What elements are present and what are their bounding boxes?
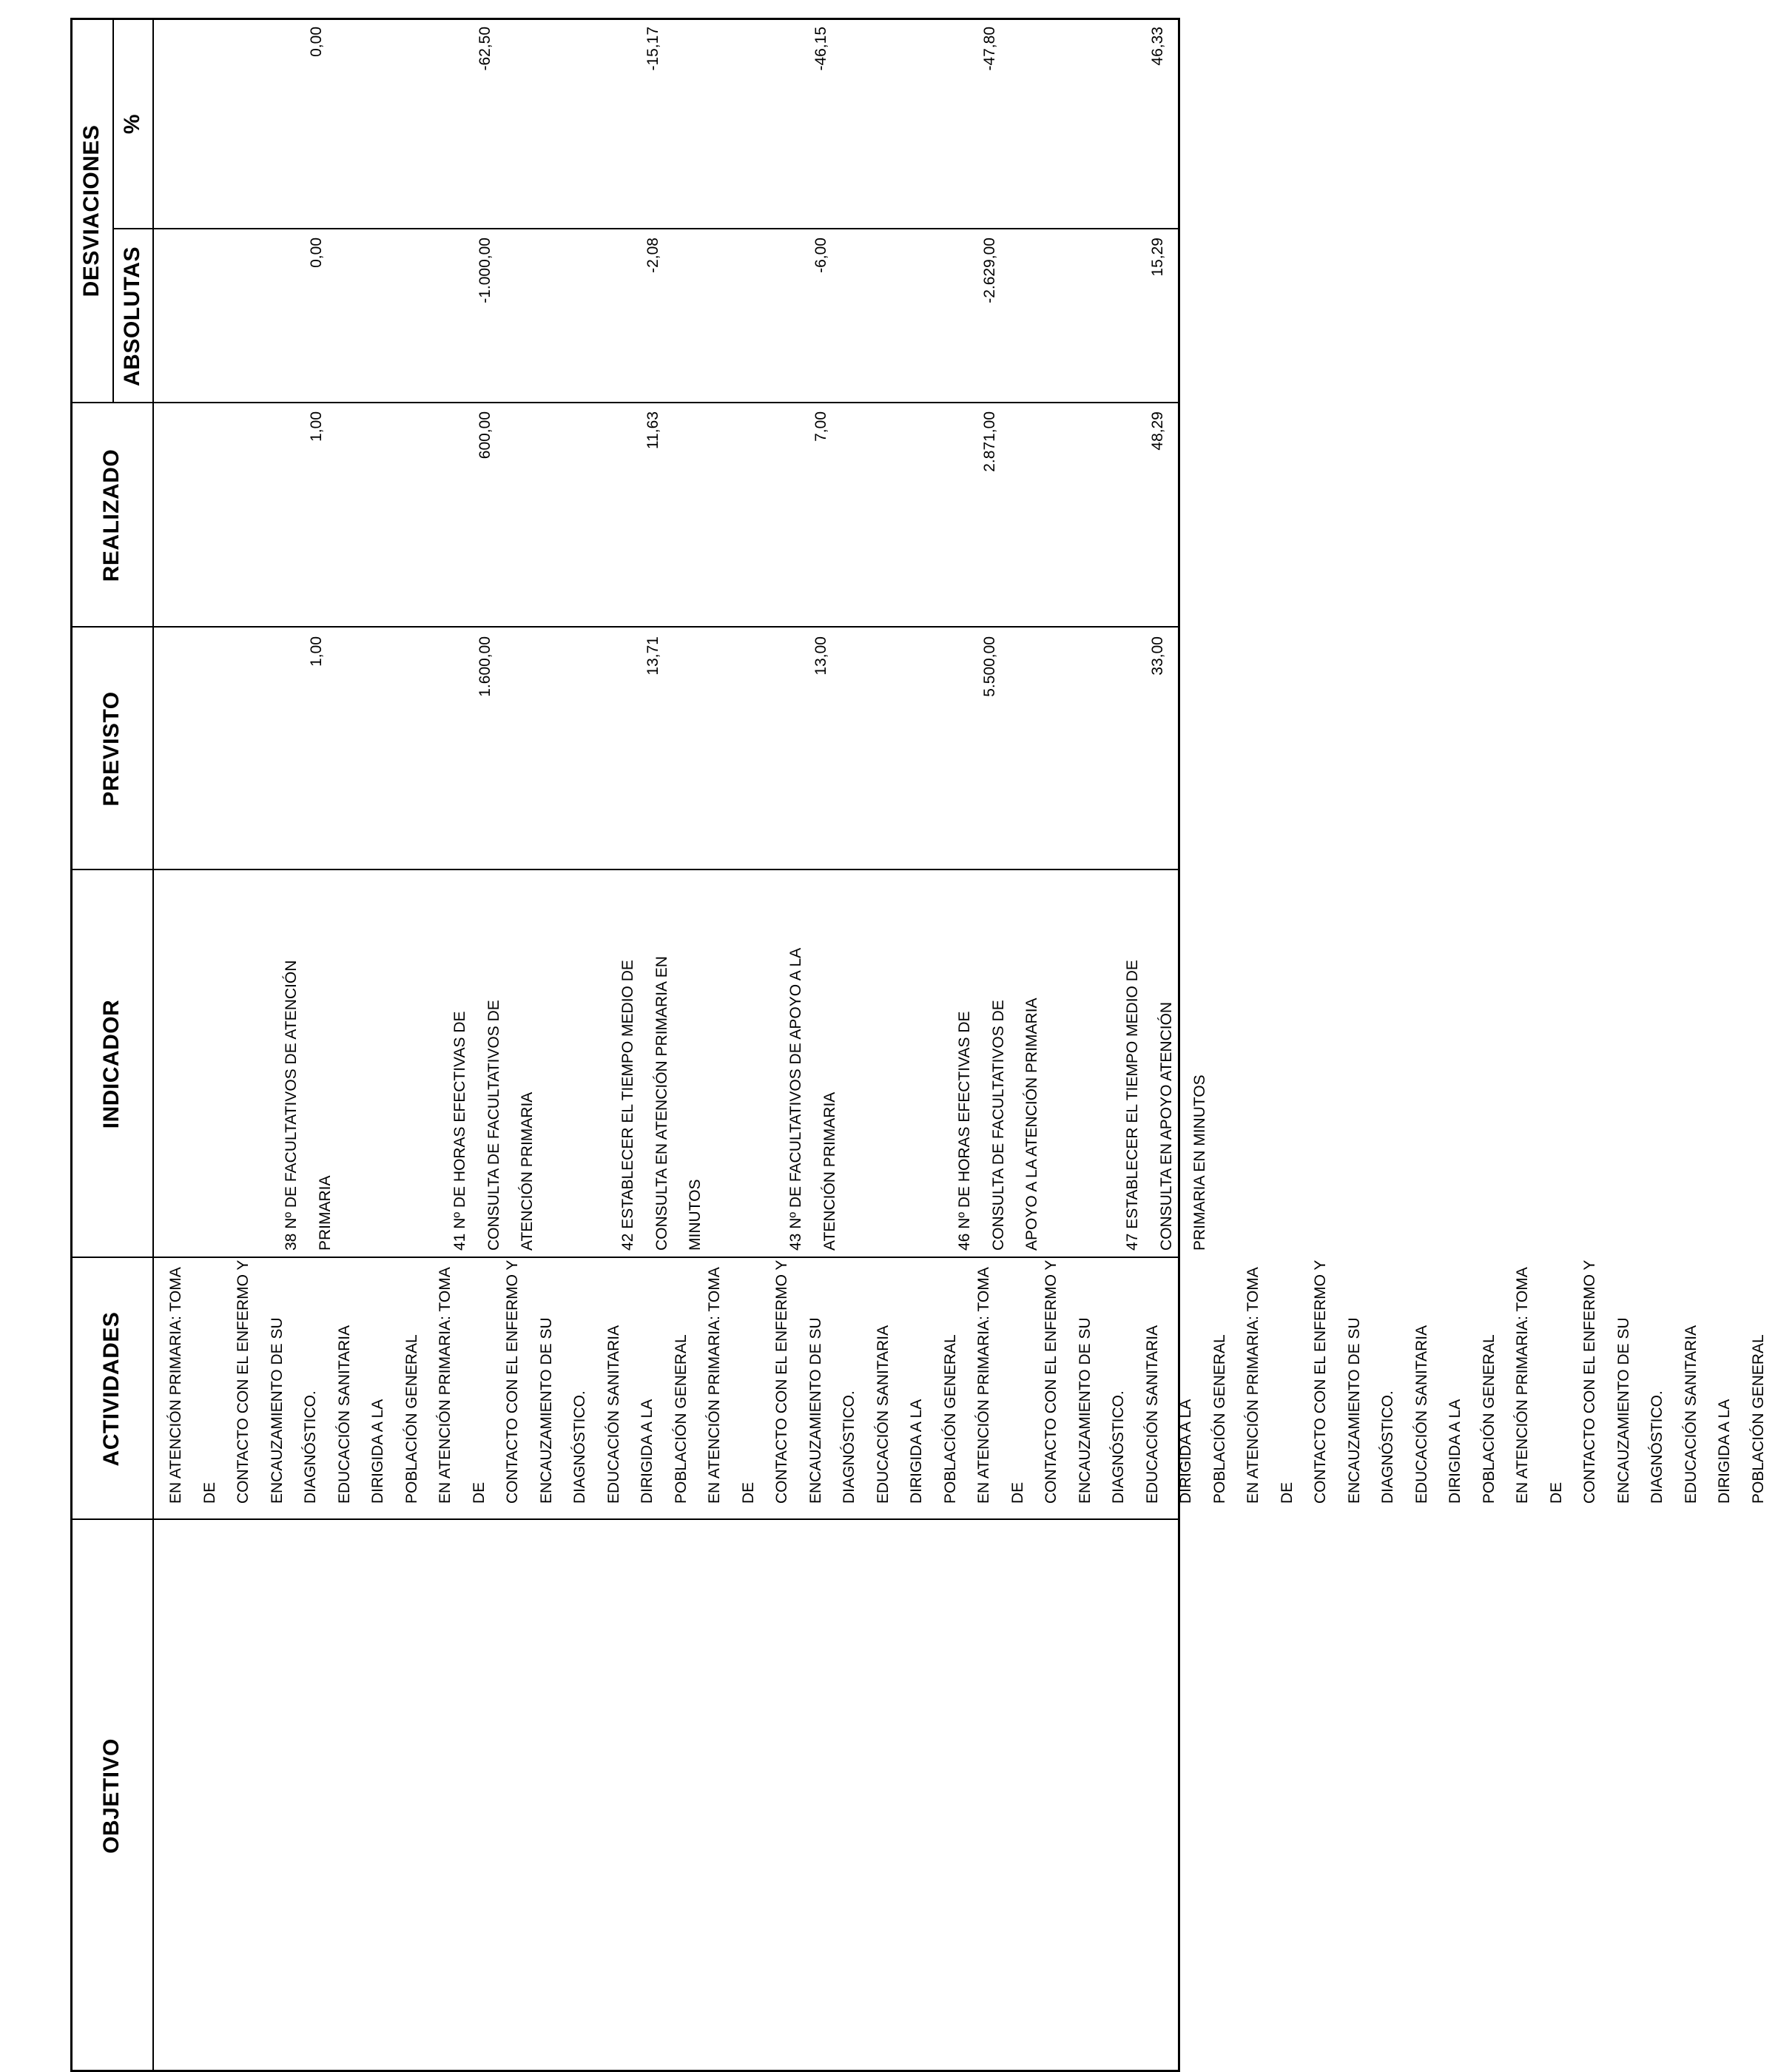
col-sep-previsto <box>70 626 1180 628</box>
indicador-row-6: 47 ESTABLECER EL TIEMPO MEDIO DE CONSULTA EN APOYO ATENCIÓN PRIMARIA EN MINUTOS <box>1124 960 1208 1251</box>
header-absolutas: ABSOLUTAS <box>120 246 144 386</box>
rotated-report-page <box>70 18 1767 2072</box>
indicador-row-5: 46 Nº DE HORAS EFECTIVAS DE CONSULTA DE FACULTATIVOS DE APOYO A LA ATENCIÓN PRIMARIA <box>956 998 1040 1251</box>
indicador-row-4: 43 Nº DE FACULTATIVOS DE APOYO A LA ATENCIÓN PRIMARIA <box>787 947 838 1251</box>
realizado-row-5: 2.871,00 <box>981 411 998 472</box>
col-sep-actividades <box>70 1257 1180 1258</box>
previsto-row-4: 13,00 <box>812 636 829 676</box>
realizado-row-6: 48,29 <box>1149 411 1166 451</box>
realizado-row-3: 11,63 <box>644 411 661 449</box>
porcentaje-row-4: -46,15 <box>812 27 829 71</box>
realizado-row-1: 1,00 <box>308 411 325 442</box>
previsto-row-1: 1,00 <box>308 636 325 667</box>
col-sep-realizado <box>70 402 1180 403</box>
header-objetivo: OBJETIVO <box>98 1738 124 1854</box>
previsto-row-6: 33,00 <box>1149 636 1166 676</box>
porcentaje-row-5: -47,80 <box>981 27 998 71</box>
col-sep-absolutas <box>112 228 1180 229</box>
table-border-right <box>70 18 1180 20</box>
header-porcentaje: % <box>120 113 144 135</box>
absolutas-row-2: -1.000,00 <box>476 238 494 303</box>
absolutas-row-5: -2.629,00 <box>981 238 998 303</box>
realizado-row-4: 7,00 <box>812 411 829 442</box>
porcentaje-row-6: 46,33 <box>1149 27 1166 66</box>
header-indicador: INDICADOR <box>98 999 124 1129</box>
absolutas-row-4: -6,00 <box>812 238 829 273</box>
indicador-row-3: 42 ESTABLECER EL TIEMPO MEDIO DE CONSULTA EN ATENCIÓN PRIMARIA EN MINUTOS <box>619 956 704 1251</box>
absolutas-row-6: 15,29 <box>1149 238 1166 277</box>
realizado-row-2: 600,00 <box>476 411 494 460</box>
indicador-row-2: 41 Nº DE HORAS EFECTIVAS DE CONSULTA DE FACULTATIVOS DE ATENCIÓN PRIMARIA <box>451 1000 536 1251</box>
header-divider <box>152 18 154 2072</box>
header-desviaciones: DESVIACIONES <box>78 124 104 297</box>
previsto-row-3: 13,71 <box>644 636 661 676</box>
previsto-row-5: 5.500,00 <box>981 636 998 697</box>
absolutas-row-3: -2,08 <box>644 238 661 273</box>
actividades-text: EN ATENCIÓN PRIMARIA: TOMA DE CONTACTO CON EL ENFERMO Y ENCAUZAMIENTO DE SU DIAGNÓSTICO. EDUCACIÓN SANITARIA DIRIGIDA A LA POBLACIÓN GENERAL EN ATENCIÓN PRIMARIA: TOMA DE CONTACTO CON EL ENFERMO Y ENCAUZAMIENTO DE SU DIAGNÓSTICO. EDUCACIÓN SANITARIA DIRIGIDA A LA POBLACIÓN GENERAL EN ATENCIÓN PRIMARIA: TOMA DE CONTACTO CON EL ENFERMO Y ENCAUZAMIENTO DE SU DIAGNÓSTICO. EDUCACIÓN SANITARIA DIRIGIDA A LA POBLACIÓN GENERAL EN ATENCIÓN PRIMARIA: TOMA DE CONTACTO CON EL ENFERMO Y ENCAUZAMIENTO DE SU DIAGNÓSTICO. EDUCACIÓN SANITARIA DIRIGIDA A LA POBLACIÓN GENERAL EN ATENCIÓN PRIMARIA: TOMA DE CONTACTO CON EL ENFERMO Y ENCAUZAMIENTO DE SU DIAGNÓSTICO. EDUCACIÓN SANITARIA DIRIGIDA A LA POBLACIÓN GENERAL EN ATENCIÓN PRIMARIA: TOMA DE CONTACTO CON EL ENFERMO Y ENCAUZAMIENTO DE SU DIAGNÓSTICO. EDUCACIÓN SANITARIA DIRIGIDA A LA POBLACIÓN GENERAL <box>167 1259 1767 1504</box>
porcentaje-row-3: -15,17 <box>644 27 661 71</box>
col-sep-objetivo <box>70 1518 1180 1520</box>
header-previsto: PREVISTO <box>98 691 124 807</box>
col-sep-indicador <box>70 869 1180 870</box>
porcentaje-row-1: 0,00 <box>308 27 325 57</box>
previsto-row-2: 1.600,00 <box>476 636 494 697</box>
porcentaje-row-2: -62,50 <box>476 27 494 71</box>
indicador-row-1: 38 Nº DE FACULTATIVOS DE ATENCIÓN PRIMARIA <box>283 960 334 1251</box>
header-actividades: ACTIVIDADES <box>98 1311 124 1467</box>
header-realizado: REALIZADO <box>98 448 124 582</box>
absolutas-row-1: 0,00 <box>308 238 325 268</box>
